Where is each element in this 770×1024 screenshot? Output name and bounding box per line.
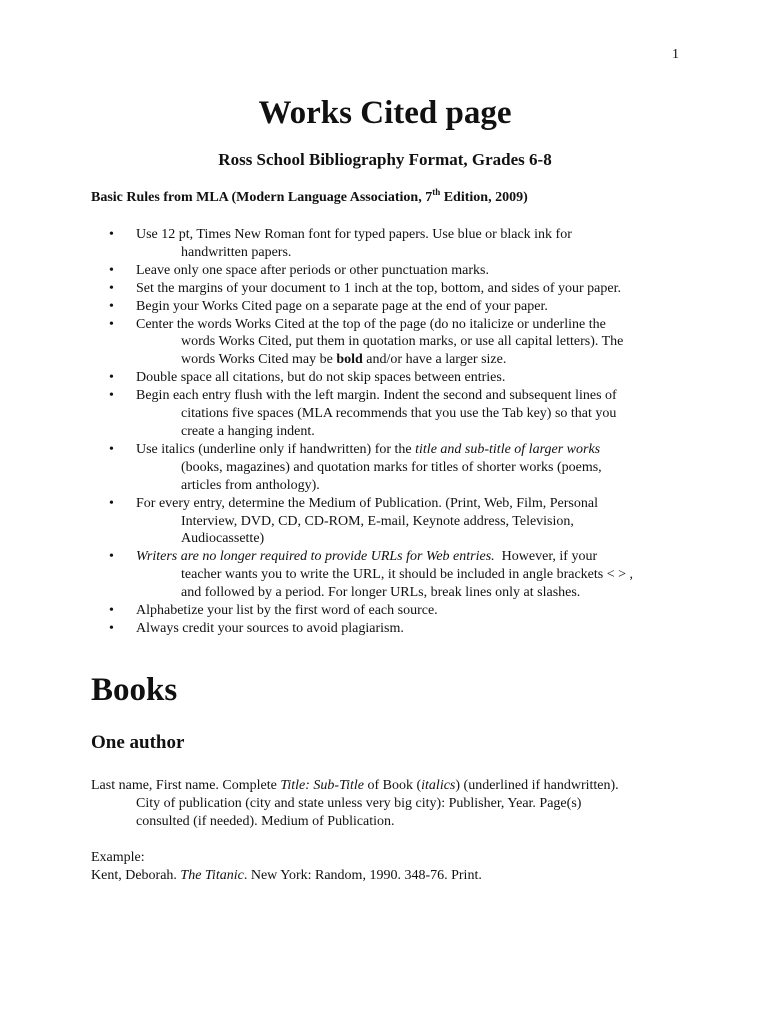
rule-item bbox=[109, 316, 689, 370]
rule-item bbox=[109, 548, 689, 602]
rule-line bbox=[136, 548, 689, 566]
rule-line: handwritten papers. bbox=[181, 244, 292, 260]
rules-heading bbox=[91, 187, 528, 206]
rule-line: Always credit your sources to avoid plagiarism. bbox=[136, 620, 404, 636]
rule-item bbox=[109, 280, 689, 298]
rule-line: create a hanging indent. bbox=[181, 423, 315, 439]
format-line: City of publication (city and state unless very big city): Publisher, Year. Page(s) bbox=[136, 796, 582, 811]
rule-line: articles from anthology). bbox=[181, 477, 320, 493]
bullet-icon: • bbox=[109, 620, 114, 636]
rule-text: and/or have a larger size. bbox=[362, 352, 507, 368]
rule-item bbox=[109, 262, 689, 280]
rule-item bbox=[109, 298, 689, 316]
format-italic-text: italics bbox=[421, 778, 456, 793]
rule-item bbox=[109, 387, 689, 441]
rule-italic-text: Writers are no longer required to provide URLs for Web entries. bbox=[136, 549, 495, 565]
bullet-icon: • bbox=[109, 370, 114, 386]
rule-item bbox=[109, 226, 689, 262]
rule-text: Use italics (underline only if handwritten) for the bbox=[136, 441, 416, 457]
rule-item bbox=[109, 441, 689, 495]
rule-line: Center the words Works Cited at the top of the page (do no italicize or underline the bbox=[136, 316, 606, 332]
page-title: Works Cited page bbox=[258, 95, 512, 131]
example-citation bbox=[91, 868, 482, 884]
example-text: Kent, Deborah. bbox=[91, 868, 181, 883]
rule-line: Audiocassette) bbox=[181, 531, 265, 547]
bullet-icon: • bbox=[109, 441, 114, 457]
bullet-icon: • bbox=[109, 549, 114, 565]
rule-line: citations five spaces (MLA recommends that you use the Tab key) so that you bbox=[181, 406, 617, 422]
rules-list bbox=[109, 226, 689, 638]
rule-text: words Works Cited may be bbox=[181, 352, 337, 368]
rule-line: For every entry, determine the Medium of Publication. (Print, Web, Film, Personal bbox=[136, 495, 598, 511]
rules-heading-text: Basic Rules from MLA (Modern Language Association, 7 bbox=[91, 190, 433, 205]
rule-line bbox=[136, 441, 689, 459]
rule-italic-text: title and sub-title of larger works bbox=[415, 441, 601, 457]
books-heading: Books bbox=[91, 672, 178, 708]
format-line: consulted (if needed). Medium of Publication. bbox=[136, 814, 395, 829]
rule-line: Begin your Works Cited page on a separate page at the end of your paper. bbox=[136, 298, 548, 314]
rule-text: However, if your bbox=[494, 549, 598, 565]
rule-line: and followed by a period. For longer URLs, break lines only at slashes. bbox=[181, 585, 581, 601]
bullet-icon: • bbox=[109, 280, 114, 296]
rule-line: Use 12 pt, Times New Roman font for typed papers. Use blue or black ink for bbox=[136, 227, 572, 242]
rule-line: Double space all citations, but do not skip spaces between entries. bbox=[136, 370, 506, 386]
bullet-icon: • bbox=[109, 388, 114, 404]
rule-line: Set the margins of your document to 1 inch at the top, bottom, and sides of your paper. bbox=[136, 280, 621, 296]
rule-item bbox=[109, 602, 689, 620]
rule-item bbox=[109, 369, 689, 387]
rule-line: teacher wants you to write the URL, it should be included in angle brackets < > , bbox=[181, 567, 634, 583]
citation-format bbox=[91, 777, 691, 831]
rule-line: Leave only one space after periods or other punctuation marks. bbox=[136, 262, 489, 278]
bullet-icon: • bbox=[109, 262, 114, 278]
rule-item bbox=[109, 620, 689, 638]
example-label: Example: bbox=[91, 850, 145, 865]
rules-heading-text-end: Edition, 2009) bbox=[440, 190, 528, 205]
format-text: Last name, First name. Complete bbox=[91, 778, 281, 793]
format-italic-text: Title: Sub-Title bbox=[280, 778, 364, 793]
example-italic-title: The Titanic bbox=[180, 868, 244, 883]
rule-line: Begin each entry flush with the left margin. Indent the second and subsequent lines of bbox=[136, 388, 617, 404]
bullet-icon: • bbox=[109, 316, 114, 332]
rule-line: (books, magazines) and quotation marks for titles of shorter works (poems, bbox=[181, 459, 602, 475]
page-number: 1 bbox=[672, 47, 679, 62]
rule-line: words Works Cited, put them in quotation marks, or use all capital letters). The bbox=[181, 334, 624, 350]
format-text: of Book ( bbox=[363, 778, 422, 793]
bullet-icon: • bbox=[109, 495, 114, 511]
page-subtitle: Ross School Bibliography Format, Grades 6-8 bbox=[218, 150, 552, 169]
format-text: ) (underlined if handwritten). bbox=[455, 778, 619, 793]
bullet-icon: • bbox=[109, 603, 114, 619]
rule-bold-text: bold bbox=[336, 352, 363, 368]
format-line bbox=[91, 777, 691, 795]
example-text: . New York: Random, 1990. 348-76. Print. bbox=[243, 868, 482, 883]
bullet-icon: • bbox=[109, 227, 114, 242]
one-author-heading: One author bbox=[91, 732, 185, 753]
rule-item bbox=[109, 495, 689, 549]
rule-line: Alphabetize your list by the first word of each source. bbox=[136, 603, 438, 619]
rule-line bbox=[136, 351, 689, 369]
bullet-icon: • bbox=[109, 298, 114, 314]
rule-line: Interview, DVD, CD, CD-ROM, E-mail, Keynote address, Television, bbox=[181, 513, 574, 529]
rules-heading-superscript: th bbox=[432, 187, 441, 197]
